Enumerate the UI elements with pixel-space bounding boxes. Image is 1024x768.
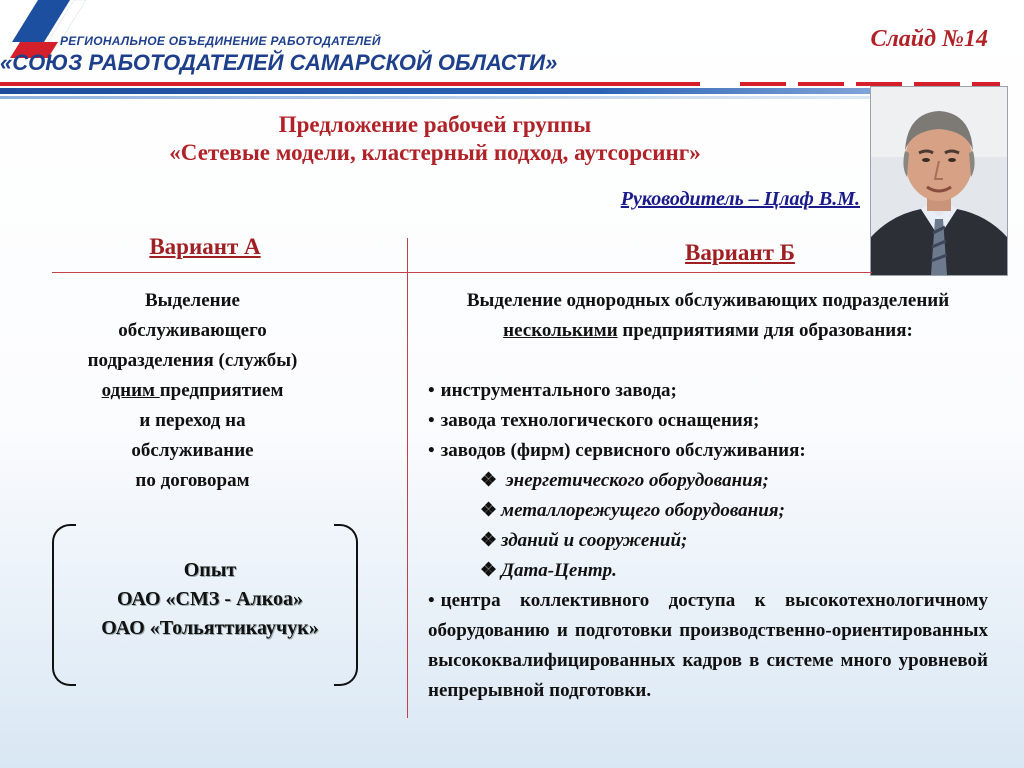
list-item-text: инструментального завода; [440,380,677,401]
variant-a-line: обслуживающего [118,320,267,341]
sub-list-item [428,526,988,556]
variant-a-description [40,286,345,496]
list-item [428,376,988,406]
list-item-text: завода технологического оснащения; [440,410,760,431]
header-stripe-blue [0,88,1000,94]
variant-a-line-tail: предприятием [159,380,284,401]
sub-list-item-text: энергетического оборудования; [501,470,769,491]
list-item [428,436,988,466]
sub-list-item-text: металлорежущего оборудования; [501,500,785,521]
horizontal-divider [52,272,872,273]
group-leader: Руководитель – Цлаф В.М. [620,188,860,210]
list-item-text: центра коллективного доступа к высокотехнологичному оборудованию и подготовки производственно-ориентированных высококвалифицированных кадров в системе много уровневой непрерывной подготовки. [428,590,988,701]
variant-b-heading: Вариант Б [685,240,795,265]
variant-a-line: по договорам [135,470,250,491]
bullet-icon: • [428,440,435,461]
slide-number: Слайд №14 [870,26,988,52]
sub-list-item-text: зданий и сооружений; [501,530,688,551]
variant-a-line [40,376,345,406]
diamond-bullet-icon: ❖ [480,530,498,551]
variant-b-list [428,376,988,706]
variant-a-line: и переход на [139,410,246,431]
variant-a-line: Выделение [145,290,240,311]
list-item [428,586,988,706]
diamond-bullet-icon: ❖ [480,560,498,581]
sub-list-item [428,466,988,496]
bullet-icon: • [428,410,435,431]
variant-a-line: подразделения (службы) [87,350,298,371]
list-item [428,406,988,436]
portrait-illustration [871,87,1007,275]
slide-title: Предложение рабочей группы [278,112,592,137]
slide-subtitle: «Сетевые модели, кластерный подход, аутсорсинг» [169,140,701,165]
experience-heading: Опыт [183,559,237,581]
list-item-text: заводов (фирм) сервисного обслуживания: [440,440,806,461]
sub-list-item [428,556,988,586]
portrait-photo [870,86,1008,276]
vertical-divider [407,238,408,718]
org-title: «СОЮЗ РАБОТОДАТЕЛЕЙ САМАРСКОЙ ОБЛАСТИ» [0,50,558,75]
experience-item: ОАО «Тольяттикаучук» [101,617,319,639]
diamond-bullet-icon: ❖ [480,470,498,491]
variant-b-intro-post: предприятиями для образования: [617,320,913,341]
variant-a-line: обслуживание [131,440,254,461]
header-stripe-light [0,96,880,99]
bullet-icon: • [428,590,435,611]
variant-b-intro [428,286,988,346]
experience-item: ОАО «СМЗ - Алкоа» [116,588,304,610]
variant-a-heading: Вариант А [149,234,261,259]
variant-b-intro-pre: Выделение однородных обслуживающих подразделений [466,290,950,311]
sub-list-item [428,496,988,526]
variant-a-underlined: одним [101,380,160,401]
bullet-icon: • [428,380,435,401]
diamond-bullet-icon: ❖ [480,500,498,521]
variant-b-intro-underlined: несколькими [503,320,618,341]
experience-block [60,556,360,643]
org-subtitle: РЕГИОНАЛЬНОЕ ОБЪЕДИНЕНИЕ РАБОТОДАТЕЛЕЙ [60,34,381,48]
sub-list-item-text: Дата-Центр. [501,560,617,581]
